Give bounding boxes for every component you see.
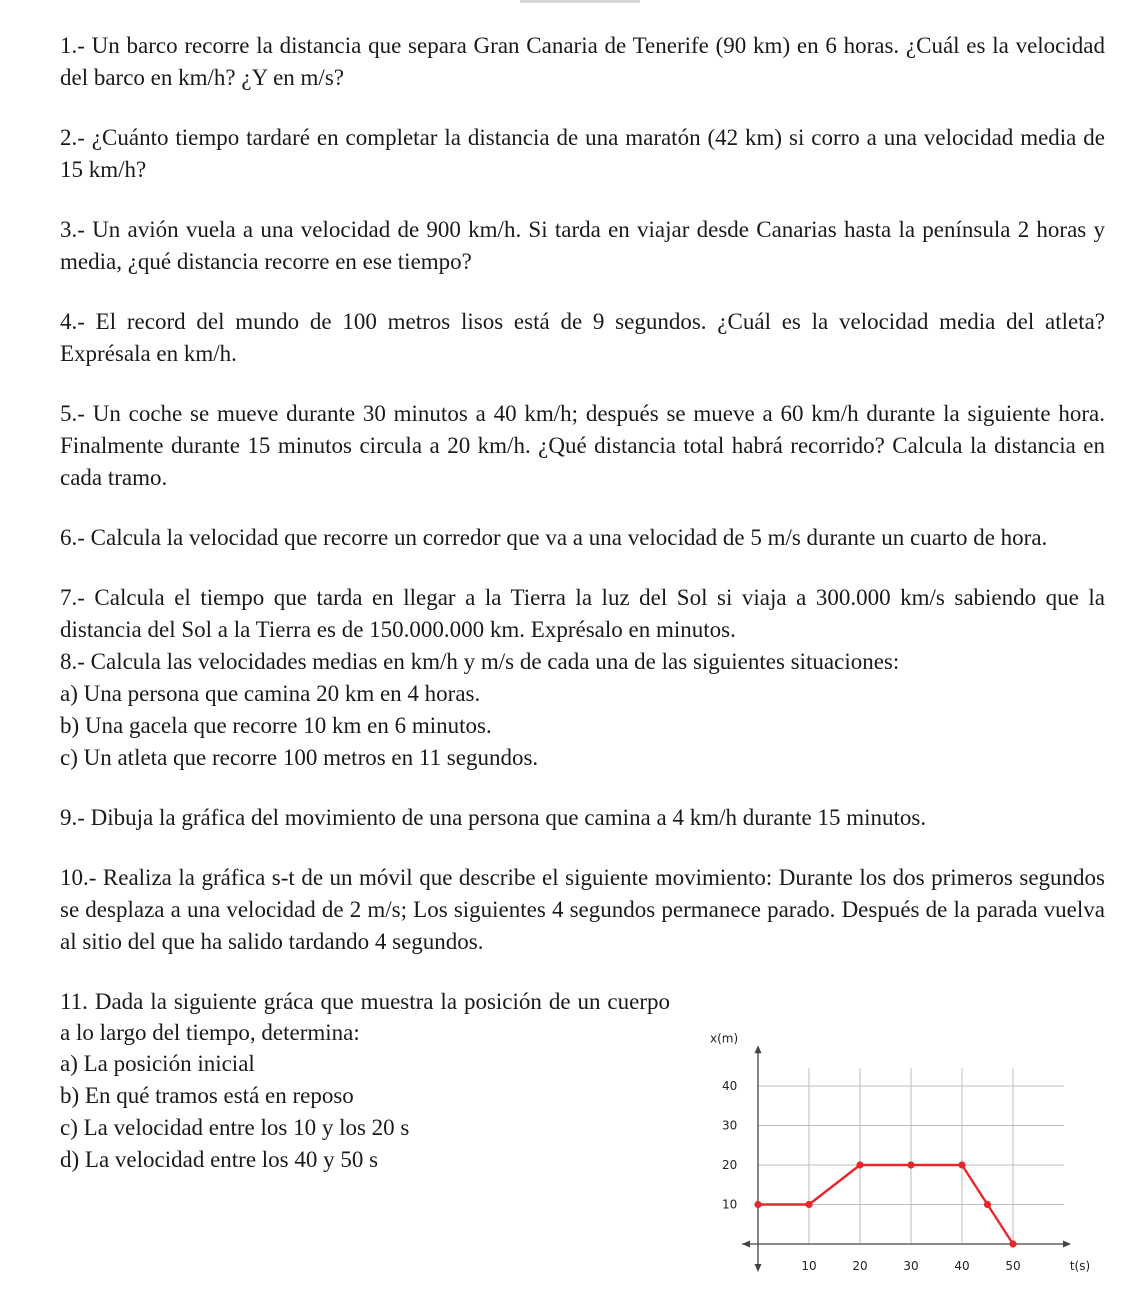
- question-8-item-c: c) Un atleta que recorre 100 metros en 11 segundos.: [60, 745, 539, 770]
- y-axis-arrow-down: [755, 1264, 762, 1272]
- x-axis-label: t(s): [1069, 1259, 1091, 1273]
- position-time-chart: [692, 986, 1112, 1276]
- question-11-item-b: b) En qué tramos está en reposo: [60, 1083, 354, 1108]
- top-divider: [520, 0, 640, 3]
- question-1: 1.- Un barco recorre la distancia que separa Gran Canaria de Tenerife (90 km) en 6 horas. ¿Cuál es la velocidad del barco en km/h? ¿Y en m/s?: [60, 33, 1105, 90]
- question-7: 7.- Calcula el tiempo que tarda en llegar a la Tierra la luz del Sol si viaja a 300.000 km/s sabiendo que la distancia del Sol a la Tierra es de 150.000.000 km. Exprésalo en minutos.: [60, 585, 1105, 642]
- question-11-item-d: d) La velocidad entre los 40 y 50 s: [60, 1147, 379, 1172]
- y-tick-label: 30: [722, 1118, 738, 1133]
- data-point: [805, 1201, 812, 1208]
- y-axis-label: x(m): [710, 1031, 739, 1046]
- question-11-item-a: a) La posición inicial: [60, 1051, 255, 1076]
- y-axis-arrow: [755, 1045, 762, 1053]
- question-4: 4.- El record del mundo de 100 metros lisos está de 9 segundos. ¿Cuál es la velocidad media del atleta? Exprésala en km/h.: [60, 309, 1105, 366]
- question-10: 10.- Realiza la gráfica s-t de un móvil que describe el siguiente movimiento: Durante los dos primeros segundos se desplaza a una velocidad de 2 m/s; Los siguientes 4 segundos permanece parado. Después de la parada vuelva al sitio del que ha salido tardando 4 segundos.: [60, 865, 1105, 954]
- question-11-text: 11. Dada la siguiente gráca que muestra la posición de un cuerpo a lo largo del tiempo, determina:: [60, 989, 670, 1045]
- data-point: [754, 1201, 761, 1208]
- question-9: 9.- Dibuja la gráfica del movimiento de una persona que camina a 4 km/h durante 15 minutos.: [60, 805, 927, 830]
- question-2: 2.- ¿Cuánto tiempo tardaré en completar la distancia de una maratón (42 km) si corro a una velocidad media de 15 km/h?: [60, 125, 1105, 182]
- x-axis-arrow-left: [742, 1241, 750, 1248]
- data-point: [958, 1161, 965, 1168]
- worksheet: [60, 30, 1105, 1276]
- question-11: [60, 986, 1105, 1276]
- question-3: 3.- Un avión vuela a una velocidad de 900 km/h. Si tarda en viajar desde Canarias hasta la península 2 horas y media, ¿qué distancia recorre en ese tiempo?: [60, 217, 1105, 274]
- y-tick-label: 40: [722, 1079, 738, 1093]
- x-tick-label: 10: [801, 1259, 817, 1273]
- question-6: 6.- Calcula la velocidad que recorre un corredor que va a una velocidad de 5 m/s durante un cuarto de hora.: [60, 525, 1048, 550]
- x-tick-label: 30: [903, 1259, 919, 1273]
- question-8: 8.- Calcula las velocidades medias en km/h y m/s de cada una de las siguientes situaciones:: [60, 649, 900, 674]
- data-point: [856, 1161, 863, 1168]
- x-tick-label: 50: [1005, 1259, 1021, 1273]
- x-tick-label: 40: [954, 1259, 970, 1273]
- question-5: 5.- Un coche se mueve durante 30 minutos a 40 km/h; después se mueve a 60 km/h durante la siguiente hora. Finalmente durante 15 minutos circula a 20 km/h. ¿Qué distancia total habrá recorrido? Calcula la distancia en cada tramo.: [60, 401, 1105, 490]
- x-axis-arrow: [1063, 1241, 1071, 1248]
- question-8-item-a: a) Una persona que camina 20 km en 4 horas.: [60, 681, 481, 706]
- question-8-item-b: b) Una gacela que recorre 10 km en 6 minutos.: [60, 713, 492, 738]
- x-tick-label: 20: [852, 1259, 868, 1273]
- question-11-item-c: c) La velocidad entre los 10 y los 20 s: [60, 1115, 410, 1140]
- y-tick-label: 20: [722, 1158, 738, 1172]
- data-point: [984, 1201, 991, 1208]
- data-point: [1009, 1240, 1016, 1247]
- y-tick-label: 10: [722, 1197, 738, 1212]
- data-point: [907, 1161, 914, 1168]
